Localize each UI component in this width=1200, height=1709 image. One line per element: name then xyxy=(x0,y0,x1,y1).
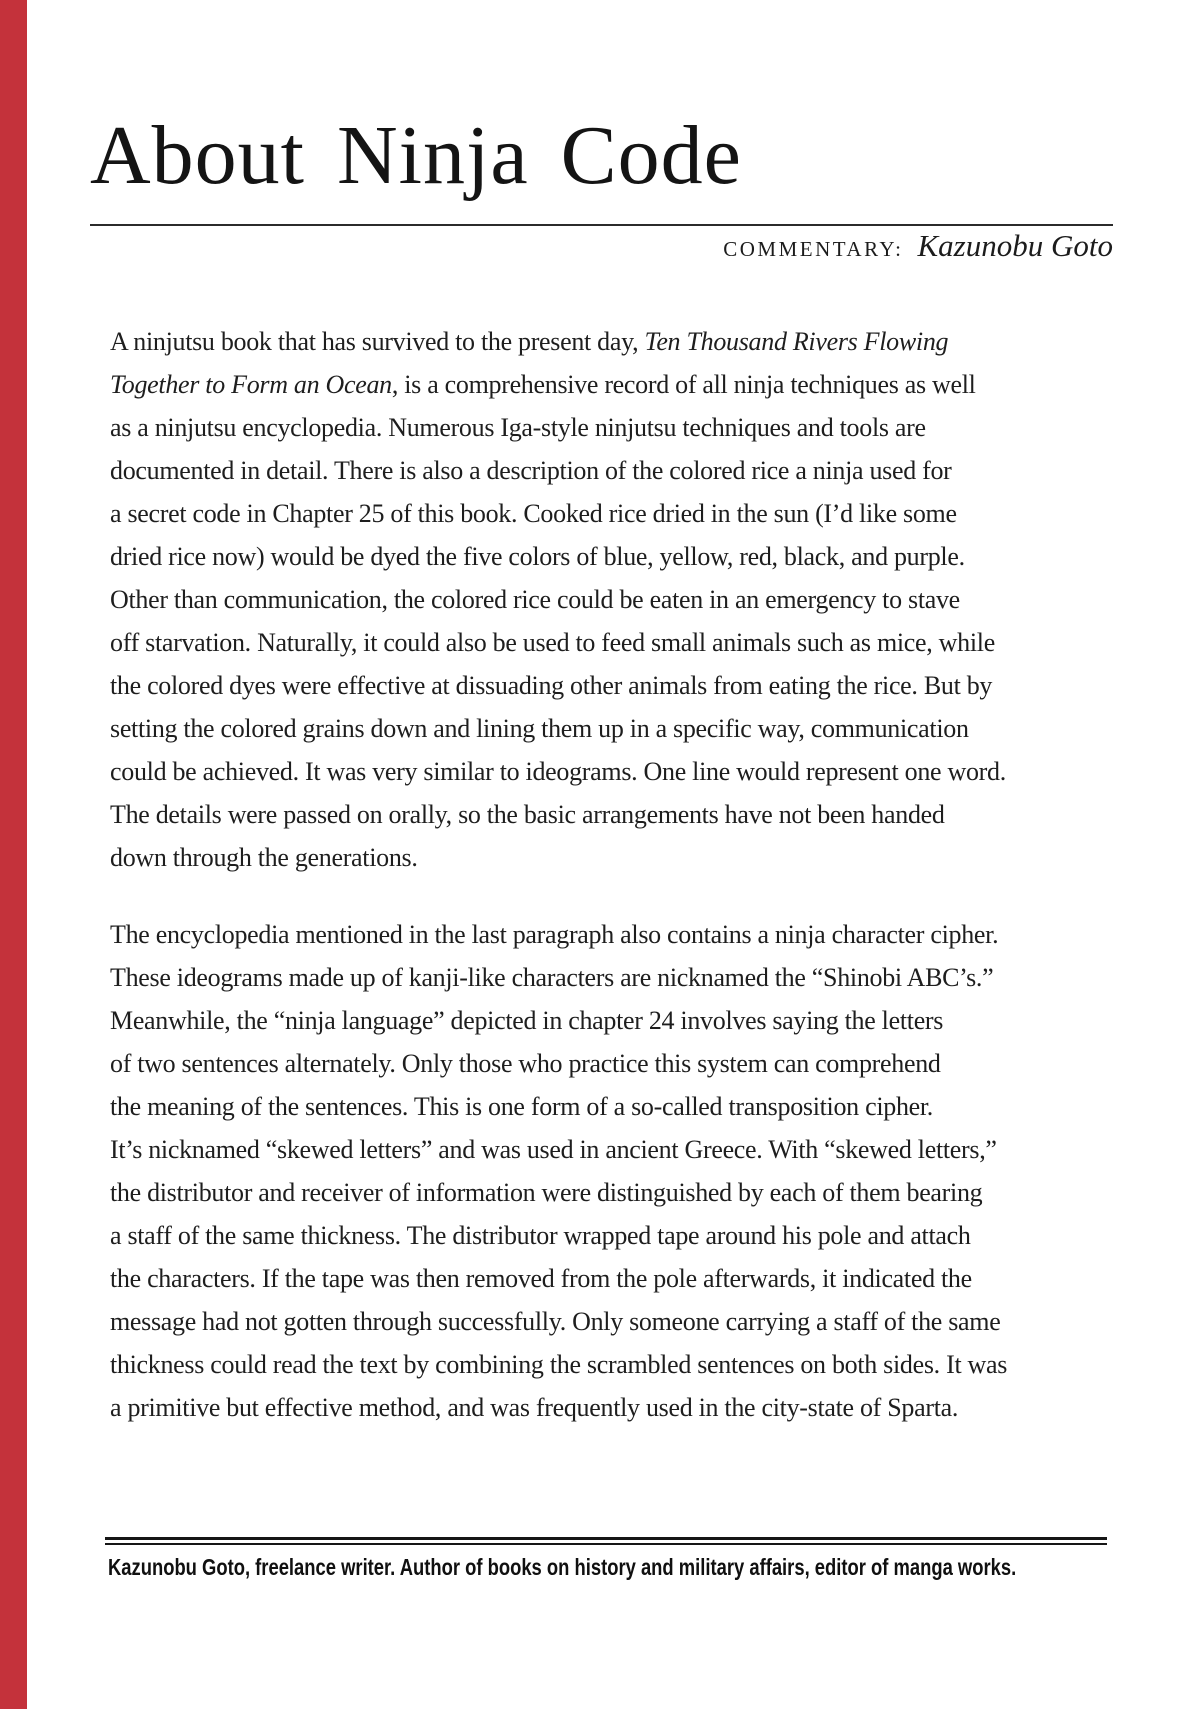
body-text: a secret code in Chapter 25 of this book. Cooked rice dried in the sun (I’d like some xyxy=(110,499,957,528)
body-text: the distributor and receiver of information were distinguished by each of them bearing xyxy=(110,1178,983,1207)
body-text: off starvation. Naturally, it could also be used to feed small animals such as mice, while xyxy=(110,628,995,657)
body-text: The encyclopedia mentioned in the last paragraph also contains a ninja character cipher. xyxy=(110,920,999,949)
footer-credit: Kazunobu Goto, freelance writer. Author of books on history and military affairs, editor of manga works. xyxy=(108,1554,1017,1580)
body-line xyxy=(110,1300,1120,1343)
body-line xyxy=(110,793,1120,836)
body-line xyxy=(110,836,1120,879)
commentary-author: Kazunobu Goto xyxy=(917,228,1113,263)
body-text: These ideograms made up of kanji-like characters are nicknamed the “Shinobi ABC’s.” xyxy=(110,963,994,992)
body-line xyxy=(110,621,1120,664)
body-paragraph xyxy=(110,320,1120,879)
body-line xyxy=(110,320,1120,363)
body-line xyxy=(110,1085,1120,1128)
body-text: the characters. If the tape was then removed from the pole afterwards, it indicated the xyxy=(110,1264,972,1293)
body-line xyxy=(110,707,1120,750)
body-line xyxy=(110,1042,1120,1085)
body-text: could be achieved. It was very similar to ideograms. One line would represent one word. xyxy=(110,757,1006,786)
body-text: message had not gotten through successfully. Only someone carrying a staff of the same xyxy=(110,1307,1001,1336)
body-line xyxy=(110,1128,1120,1171)
body-text: the colored dyes were effective at dissuading other animals from eating the rice. But by xyxy=(110,671,993,700)
book-title-italic: Together to Form an Ocean xyxy=(110,370,392,399)
body-line xyxy=(110,664,1120,707)
body-text: a staff of the same thickness. The distributor wrapped tape around his pole and attach xyxy=(110,1221,971,1250)
body-text: thickness could read the text by combining the scrambled sentences on both sides. It was xyxy=(110,1350,1008,1379)
body-line xyxy=(110,363,1120,406)
body-text: Meanwhile, the “ninja language” depicted in chapter 24 involves saying the letters xyxy=(110,1006,944,1035)
body-line xyxy=(110,1386,1120,1429)
footer-double-rule xyxy=(105,1537,1107,1545)
body-text: documented in detail. There is also a description of the colored rice a ninja used for xyxy=(110,456,952,485)
body-line xyxy=(110,406,1120,449)
body-line xyxy=(110,750,1120,793)
body-line xyxy=(110,913,1120,956)
body-line xyxy=(110,492,1120,535)
body-text: a primitive but effective method, and was frequently used in the city-state of Sparta. xyxy=(110,1393,959,1422)
page-title: About Ninja Code xyxy=(90,109,742,202)
body-paragraph xyxy=(110,913,1120,1429)
red-edge-bar xyxy=(0,0,27,1709)
article-body xyxy=(110,320,1120,1429)
title-divider-rule xyxy=(90,224,1113,226)
body-line xyxy=(110,999,1120,1042)
body-text: setting the colored grains down and lining them up in a specific way, communication xyxy=(110,714,969,743)
body-text: Other than communication, the colored rice could be eaten in an emergency to stave xyxy=(110,585,960,614)
book-title-italic: Ten Thousand Rivers Flowing xyxy=(644,327,949,356)
body-text: dried rice now) would be dyed the five colors of blue, yellow, red, black, and purple. xyxy=(110,542,965,571)
body-line xyxy=(110,1343,1120,1386)
body-text: down through the generations. xyxy=(110,843,418,872)
body-text: , is a comprehensive record of all ninja techniques as well xyxy=(391,370,976,399)
commentary-byline xyxy=(90,228,1113,264)
body-line xyxy=(110,1214,1120,1257)
body-text: as a ninjutsu encyclopedia. Numerous Iga-style ninjutsu techniques and tools are xyxy=(110,413,926,442)
body-line xyxy=(110,535,1120,578)
commentary-label: COMMENTARY: xyxy=(723,237,904,261)
page-header xyxy=(90,109,1113,202)
body-text: A ninjutsu book that has survived to the present day, xyxy=(110,327,645,356)
body-line xyxy=(110,956,1120,999)
body-text: The details were passed on orally, so the basic arrangements have not been handed xyxy=(110,800,945,829)
body-text: of two sentences alternately. Only those who practice this system can comprehend xyxy=(110,1049,941,1078)
body-line xyxy=(110,1171,1120,1214)
body-text: the meaning of the sentences. This is one form of a so-called transposition cipher. xyxy=(110,1092,934,1121)
body-text: It’s nicknamed “skewed letters” and was used in ancient Greece. With “skewed letters,” xyxy=(110,1135,997,1164)
body-line xyxy=(110,1257,1120,1300)
body-line xyxy=(110,449,1120,492)
body-line xyxy=(110,578,1120,621)
